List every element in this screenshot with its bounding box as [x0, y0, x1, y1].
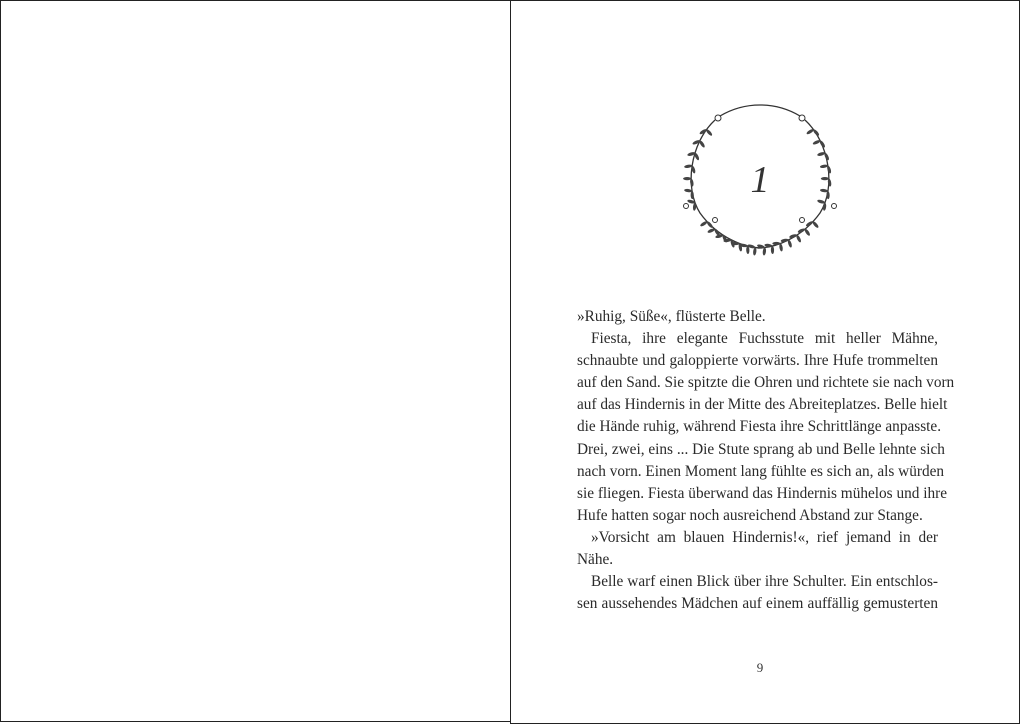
leaf-icon: [812, 221, 820, 229]
leaf-icon: [821, 177, 829, 180]
text-line: Hufe hatten sogar noch ausreichend Abstand zur Stange.: [577, 506, 923, 524]
leaf-icon: [706, 221, 714, 229]
leaf-icon: [780, 238, 788, 242]
leaf-icon: [817, 151, 826, 156]
leaf-icon: [820, 188, 828, 192]
text-line: nach vorn. Einen Moment lang fühlte es sich an, als würden: [577, 462, 945, 480]
text-line: Nähe.: [577, 551, 614, 569]
text-line: Drei, zwei, eins ... Die Stute sprang ab und Belle lehnte sich: [577, 440, 945, 458]
leaf-icon: [772, 242, 780, 245]
leaf-icon: [823, 203, 827, 211]
leaf-icon: [806, 128, 814, 135]
leaf-icon: [732, 242, 740, 245]
text-line: auf das Hindernis in der Mitte des Abreiteplatzes. Belle hielt: [577, 396, 948, 414]
leaf-icon: [683, 177, 691, 180]
text-line: schnaubte und galoppierte vorwärts. Ihre Hufe trommelten: [577, 352, 938, 370]
text-line: »Ruhig, Süße«, flüsterte Belle.: [577, 308, 766, 325]
page-number: 9: [756, 660, 764, 675]
leaf-icon: [762, 247, 766, 255]
leaf-icon: [700, 220, 708, 227]
leaf-icon: [746, 246, 749, 254]
left-page-blank: [0, 0, 511, 722]
text-line: die Hände ruhig, während Fiesta ihre Schrittlänge anpasste.: [577, 418, 942, 436]
text-line: auf den Sand. Sie spitzte die Ohren und richtete sie nach vorn: [577, 374, 955, 392]
leaf-icon: [797, 228, 806, 234]
leaf-icon: [705, 129, 713, 137]
text-line: sie fliegen. Fiesta überwand das Hindernis mühelos und ihre: [577, 484, 948, 502]
chapter-number: 1: [750, 159, 770, 201]
leaf-icon: [693, 203, 697, 211]
leaf-icon: [699, 140, 706, 148]
leaf-icon: [684, 164, 692, 168]
text-line: Fiesta, ihre elegante Fuchsstute mit heller Mähne,: [591, 330, 938, 348]
text-line: Belle warf einen Blick über ihre Schulter. Ein entschlos-: [591, 573, 938, 591]
leaf-icon: [805, 220, 813, 227]
leaf-icon: [820, 164, 828, 168]
leaf-icon: [771, 246, 774, 254]
text-line: sen aussehendes Mädchen auf einem auffällig gemusterten: [577, 595, 938, 613]
body-text: [577, 306, 955, 615]
leaf-icon: [753, 247, 757, 255]
leaf-icon: [804, 228, 811, 236]
leaf-icon: [812, 129, 820, 137]
text-line: »Vorsicht am blauen Hindernis!«, rief jemand in der: [591, 528, 938, 546]
